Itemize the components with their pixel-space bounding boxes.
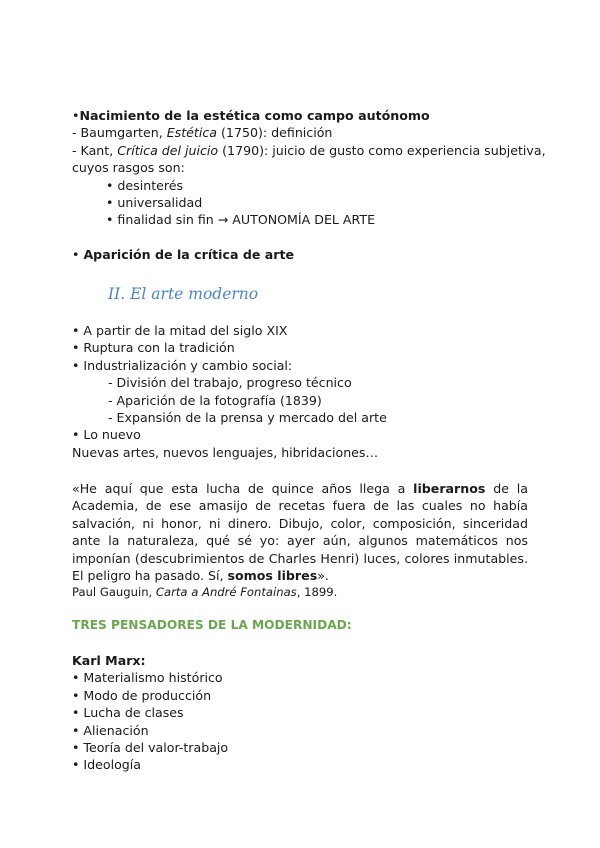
kant-line	[72, 142, 546, 159]
list-item: • Modo de producción	[72, 687, 212, 703]
list-item: • Alienación	[72, 722, 149, 738]
list-item: • finalidad sin fin → AUTONOMÍA DEL ARTE	[106, 212, 376, 228]
marx-section	[72, 652, 528, 774]
text-fragment: (1790): juicio de gusto como experiencia subjetiva,	[218, 142, 546, 158]
baumgarten-line	[72, 124, 528, 141]
quote-citation	[72, 584, 528, 601]
text-fragment: , 1899.	[296, 585, 338, 600]
kant-line-continued: cuyos rasgos son:	[72, 160, 185, 176]
gauguin-quote	[72, 480, 528, 602]
aesthetics-section	[72, 107, 546, 229]
list-item: • Ideología	[72, 757, 142, 773]
paragraph-line: Nuevas artes, nuevos lenguajes, hibridaciones…	[72, 444, 379, 460]
text-fragment: - Baumgarten,	[72, 125, 167, 141]
text-fragment: «He aquí que esta lucha de quince años llega a	[72, 481, 414, 496]
book-title: Crítica del juicio	[117, 142, 219, 158]
bullet: •	[72, 247, 84, 262]
list-item: • A partir de la mitad del siglo XIX	[72, 323, 288, 338]
text-fragment: de la Academia, de ese amasijo de recetas fuera de las cuales no había salvación, ni honor, ni dinero. Dibujo, color, composición, sinceridad ante la naturaleza, qué sé yo: ayer aún, algunos matemáticos nos imponían (descubrimientos de Charles Henri) luces, colores inmutables. El peligro ha pasado. Sí,	[72, 481, 528, 584]
list-item: • Materialismo histórico	[72, 670, 223, 686]
list-item: • Lo nuevo	[72, 427, 141, 443]
list-item: • Industrialización y cambio social:	[72, 357, 293, 373]
book-title: Estética	[166, 125, 218, 141]
marx-title: Karl Marx:	[72, 653, 146, 668]
text-fragment: Paul Gauguin,	[72, 585, 156, 600]
title-bullet: •	[72, 108, 80, 123]
thinkers-heading-block	[72, 617, 528, 634]
criticism-section	[72, 246, 528, 263]
text-fragment: - Kant,	[72, 142, 118, 158]
list-item: • Teoría del valor-trabajo	[72, 740, 229, 756]
text-fragment: (1750): definición	[217, 125, 333, 141]
list-item: • Lucha de clases	[72, 705, 184, 721]
chapter-heading: II. El arte moderno	[108, 285, 259, 303]
emphasis: liberarnos	[413, 481, 486, 496]
list-item: • desinterés	[106, 177, 184, 193]
book-title: Carta a André Fontainas	[155, 585, 297, 600]
sub-list-item: - Expansión de la prensa y mercado del arte	[108, 410, 387, 426]
modern-art-section	[72, 322, 528, 461]
quote-paragraph	[72, 480, 528, 584]
list-item: • universalidad	[106, 195, 203, 211]
text-fragment: ».	[317, 568, 329, 584]
section-title-criticism: Aparición de la crítica de arte	[83, 247, 295, 262]
section-title-aesthetics: Nacimiento de la estética como campo autónomo	[79, 108, 430, 123]
emphasis: somos libres	[227, 568, 318, 584]
sub-list-item: - Aparición de la fotografía (1839)	[108, 392, 322, 408]
section-title-thinkers: TRES PENSADORES DE LA MODERNIDAD:	[72, 618, 352, 632]
sub-list-item: - División del trabajo, progreso técnico	[108, 375, 352, 391]
list-item: • Ruptura con la tradición	[72, 340, 235, 356]
